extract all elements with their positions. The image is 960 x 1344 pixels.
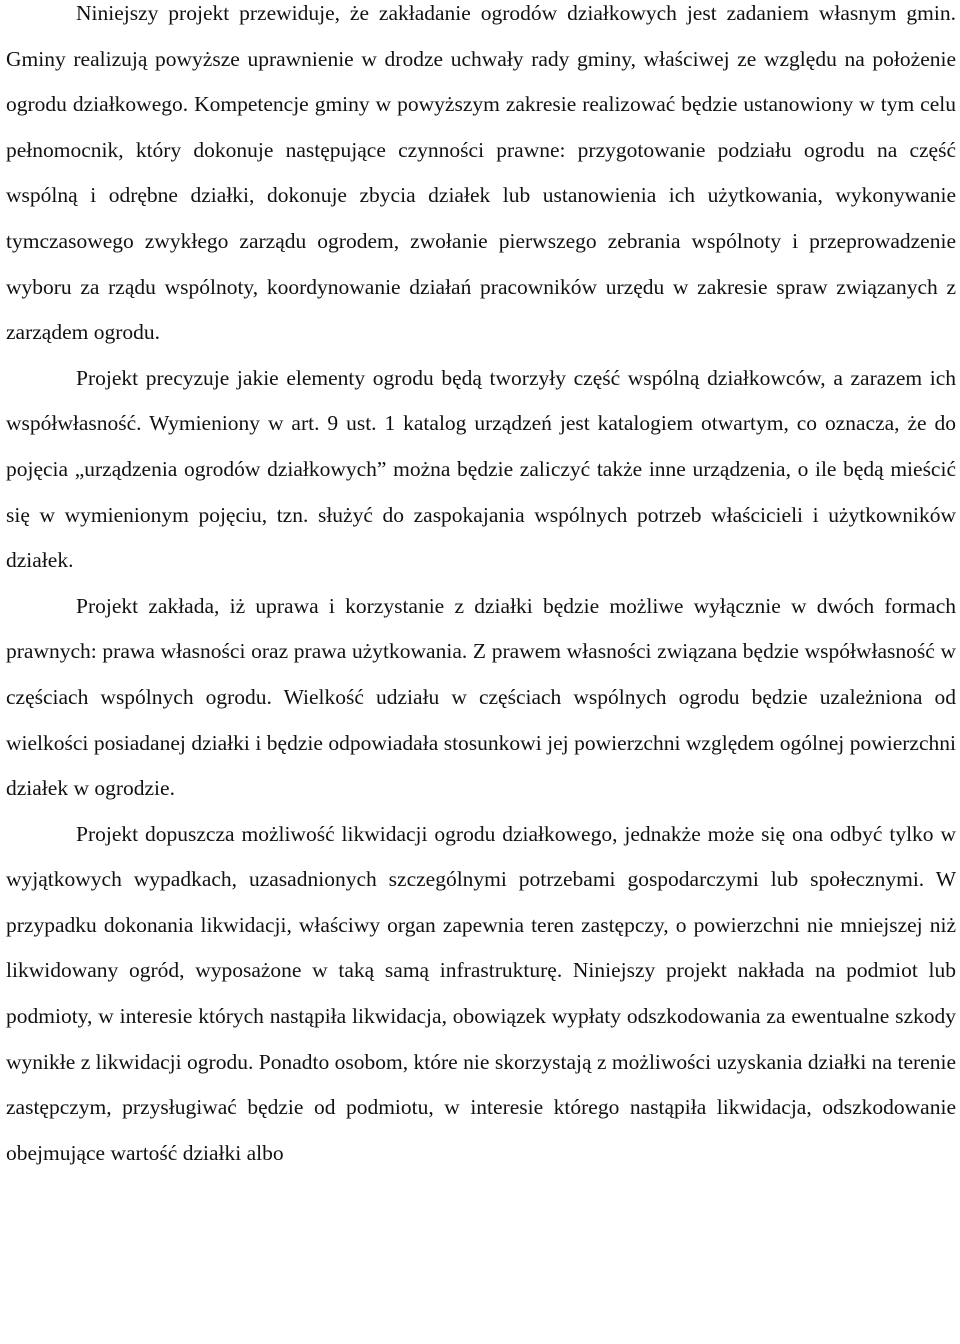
- paragraph-common-parts: Projekt precyzuje jakie elementy ogrodu będą tworzyły część wspólną działkowców, a zarazem ich współwłasność. Wymieniony w art. 9 ust. 1 katalog urządzeń jest katalogiem otwartym, co oznacza, że do pojęcia „urządzenia ogrodów działkowych” można będzie zaliczyć także inne urządzenia, o ile będą mieścić się w wymienionym pojęciu, tzn. służyć do zaspokajania wspólnych potrzeb właścicieli i użytkowników działek.: [6, 365, 956, 573]
- document-page: [6, 0, 956, 1176]
- paragraph-liquidation: Projekt dopuszcza możliwość likwidacji ogrodu działkowego, jednakże może się ona odbyć tylko w wyjątkowych wypadkach, uzasadnionych szczególnymi potrzebami gospodarczymi lub społecznymi. W przypadku dokonania likwidacji, właściwy organ zapewnia teren zastępczy, o powierzchni nie mniejszej niż likwidowany ogród, wyposażone w taką samą infrastrukturę. Niniejszy projekt nakłada na podmiot lub podmioty, w interesie których nastąpiła likwidacja, obowiązek wypłaty odszkodowania za ewentualne szkody wynikłe z likwidacji ogrodu. Ponadto osobom, które nie skorzystają z możliwości uzyskania działki na terenie zastępczym, przysługiwać będzie od podmiotu, w interesie którego nastąpiła likwidacja, odszkodowanie obejmujące wartość działki albo: [6, 821, 956, 1165]
- paragraph-gmina-competences: Niniejszy projekt przewiduje, że zakładanie ogrodów działkowych jest zadaniem własnym gmin. Gminy realizują powyższe uprawnienie w drodze uchwały rady gminy, właściwej ze względu na położenie ogrodu działkowego. Kompetencje gminy w powyższym zakresie realizować będzie ustanowiony w tym celu pełnomocnik, który dokonuje następujące czynności prawne: przygotowanie podziału ogrodu na część wspólną i odrębne działki, dokonuje zbycia działek lub ustanowienia ich użytkowania, wykonywanie tymczasowego zwykłego zarządu ogrodem, zwołanie pierwszego zebrania wspólnoty i przeprowadzenie wyboru za rządu wspólnoty, koordynowanie działań pracowników urzędu w zakresie spraw związanych z zarządem ogrodu.: [6, 1, 956, 345]
- paragraph-ownership-forms: Projekt zakłada, iż uprawa i korzystanie z działki będzie możliwe wyłącznie w dwóch formach prawnych: prawa własności oraz prawa użytkowania. Z prawem własności związana będzie współwłasność w częściach wspólnych ogrodu. Wielkość udziału w częściach wspólnych ogrodu będzie uzależniona od wielkości posiadanej działki i będzie odpowiadała stosunkowi jej powierzchni względem ogólnej powierzchni działek w ogrodzie.: [6, 593, 956, 801]
